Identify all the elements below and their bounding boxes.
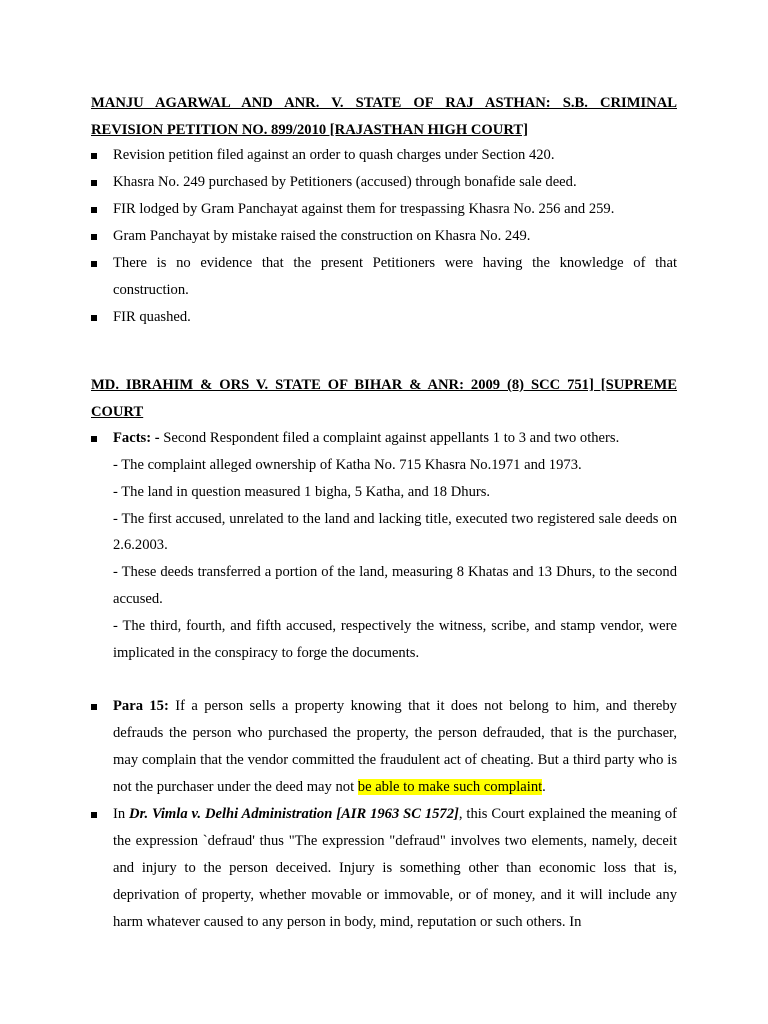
case-heading-md-ibrahim — [91, 372, 677, 426]
square-bullet-icon — [91, 704, 97, 710]
square-bullet-icon — [91, 315, 97, 321]
fact-detail: - The complaint alleged ownership of Katha No. 715 Khasra No.1971 and 1973. — [113, 457, 582, 473]
fact-detail: - These deeds transferred a portion of the land, measuring 8 Khatas and 13 Dhurs, to the second accused. — [113, 564, 677, 607]
fact-detail: - The first accused, unrelated to the land and lacking title, executed two registered sale deeds on 2.6.2003. — [113, 510, 677, 554]
para15-label: Para 15: — [113, 698, 169, 714]
case-citation: Dr. Vimla v. Delhi Administration [AIR 1963 SC 1572] — [129, 806, 459, 822]
list-item: There is no evidence that the present Petitioners were having the knowledge of that construction. — [91, 250, 677, 304]
case-heading-manju-agarwal — [91, 90, 677, 144]
list-item: Para 15: If a person sells a property knowing that it does not belong to him, and thereby defrauds the person who purchased the property, the person defrauded, that is the purchaser, may complain that the vendor committed the fraudulent act of cheating. But a third party who is not the purchaser under the deed may not be able to make such complaint. — [91, 693, 677, 801]
square-bullet-icon — [91, 234, 97, 240]
square-bullet-icon — [91, 436, 97, 442]
list-item: FIR quashed. — [91, 304, 677, 331]
highlighted-text: be able to make such complaint — [357, 779, 543, 795]
square-bullet-icon — [91, 812, 97, 818]
list-item: Gram Panchayat by mistake raised the construction on Khasra No. 249. — [91, 223, 677, 250]
case1-points-list — [91, 142, 677, 331]
case-heading-line-2: REVISION PETITION NO. 899/2010 [RAJASTHAN HIGH COURT] — [91, 122, 528, 138]
square-bullet-icon — [91, 261, 97, 267]
case-heading-line-2: COURT — [91, 404, 144, 420]
fact-detail: - The land in question measured 1 bigha, 5 Katha, and 18 Dhurs. — [113, 483, 491, 500]
square-bullet-icon — [91, 180, 97, 186]
para15-text: If a person sells a property knowing that it does not belong to him, and thereby defrauds the person who purchased the property, the person defrauded, that is the purchaser, may complain that the vendor committed the fraudulent act of cheating. But a third party who is not the purchaser under the deed may not — [113, 698, 677, 795]
case2-facts-list — [91, 425, 677, 666]
list-item: Khasra No. 249 purchased by Petitioners (accused) through bonafide sale deed. — [91, 169, 677, 196]
fact-detail: - The third, fourth, and fifth accused, respectively the witness, scribe, and stamp vendor, were implicated in the conspiracy to forge the documents. — [113, 617, 677, 661]
facts-label: Facts: - — [113, 430, 160, 446]
list-item: In Dr. Vimla v. Delhi Administration [AIR 1963 SC 1572], this Court explained the meaning of the expression `defraud' thus "The expression "defraud" involves two elements, namely, deceit and injury to the person deceived. Injury is something other than economic loss that is, deprivation of property, whether movable or immovable, or of money, and it will include any harm whatever caused to any person in body, mind, reputation or such others. In — [91, 801, 677, 936]
facts-text: Second Respondent filed a complaint against appellants 1 to 3 and two others. — [159, 430, 620, 446]
square-bullet-icon — [91, 153, 97, 159]
vimla-text: , this Court explained the meaning of the expression `defraud' thus "The expression "defraud" involves two elements, namely, deceit and injury to the person deceived. Injury is something other than economic loss that is, deprivation of property, whether movable or immovable, or of money, and it will include any harm whatever caused to any person in body, mind, reputation or such others. In — [113, 806, 677, 930]
list-item: Revision petition filed against an order to quash charges under Section 420. — [91, 142, 677, 169]
case2-paragraphs-list — [91, 693, 677, 936]
case-heading-line-1: MD. IBRAHIM & ORS V. STATE OF BIHAR & ANR: 2009 (8) SCC 751] [SUPREME — [91, 377, 677, 393]
list-item — [91, 425, 677, 452]
case-heading-line-1: MANJU AGARWAL AND ANR. V. STATE OF RAJ ASTHAN: S.B. CRIMINAL — [91, 95, 677, 111]
square-bullet-icon — [91, 207, 97, 213]
list-item: FIR lodged by Gram Panchayat against them for trespassing Khasra No. 256 and 259. — [91, 196, 677, 223]
